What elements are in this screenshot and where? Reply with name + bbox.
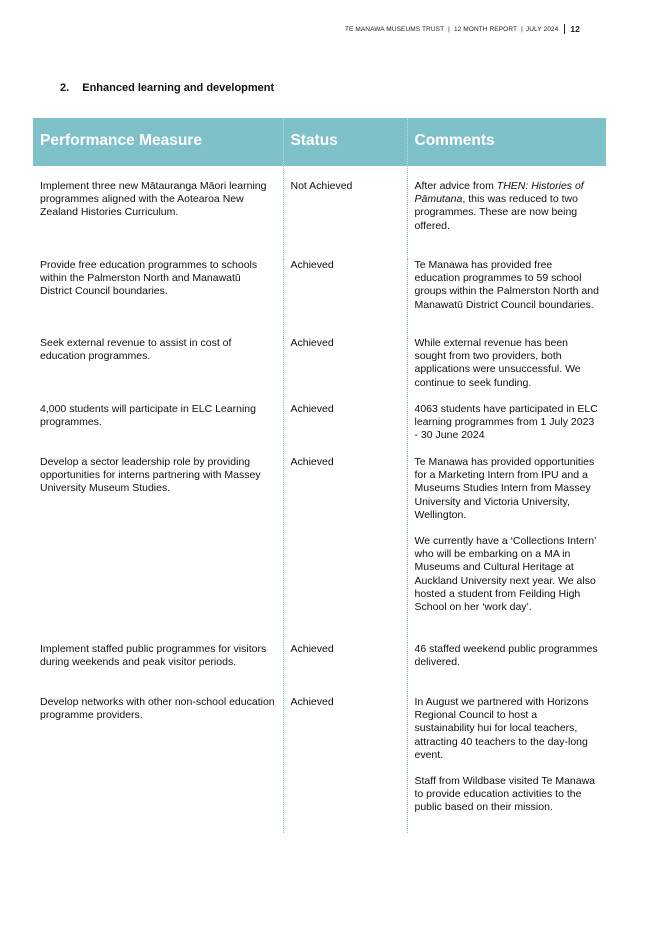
comments-cell — [407, 456, 606, 643]
comment-paragraph: 46 staffed weekend public programmes delivered. — [414, 643, 598, 669]
comment-paragraph: After advice from THEN: Histories of Pāmutana, this was reduced to two programmes. These are now being offered. — [414, 180, 584, 232]
status-cell: Achieved — [283, 337, 407, 403]
comments-cell — [407, 259, 606, 337]
performance-measure-cell: Implement staffed public programmes for visitors during weekends and peak visitor periods. — [40, 643, 267, 669]
table-header-row — [33, 118, 606, 166]
comment-paragraph: Staff from Wildbase visited Te Manawa to provide education activities to the public based on their mission. — [414, 775, 596, 814]
header-status: Status — [283, 118, 407, 166]
comments-cell — [407, 166, 606, 259]
table-row — [33, 696, 606, 833]
performance-table — [33, 118, 606, 833]
performance-measure-cell: Provide free education programmes to schools within the Palmerston North and Manawatū District Council boundaries. — [40, 259, 258, 298]
table-row — [33, 259, 606, 337]
table-row — [33, 456, 606, 643]
header-divider — [564, 24, 565, 34]
comment-paragraph: 4063 students have participated in ELC learning programmes from 1 July 2023 - 30 June 2024 — [414, 403, 598, 442]
comment-paragraph: We currently have a ‘Collections Intern’ who will be embarking on a MA in Museums and Cultural Heritage at Auckland University next year. We also hosted a student from Feilding High School on her ‘work day’. — [414, 535, 596, 614]
header-date: JULY 2024 — [525, 25, 559, 33]
table-row — [33, 166, 606, 259]
performance-measure-cell: Implement three new Mātauranga Māori learning programmes aligned with the Aotearoa New Zealand Histories Curriculum. — [40, 180, 267, 219]
header-performance-measure: Performance Measure — [33, 118, 283, 166]
status-cell: Achieved — [283, 696, 407, 833]
header-comments: Comments — [407, 118, 606, 166]
section-heading — [60, 82, 274, 94]
comments-cell — [407, 403, 606, 456]
comments-cell — [407, 643, 606, 696]
section-number: 2. — [60, 82, 70, 94]
emphasis-text: THEN: Histories of Pāmutana — [414, 180, 584, 206]
performance-measure-cell: Develop a sector leadership role by providing opportunities for interns partnering with Massey University Museum Studies. — [40, 456, 261, 495]
status-cell: Achieved — [283, 456, 407, 643]
performance-measure-cell: 4,000 students will participate in ELC Learning programmes. — [40, 403, 256, 429]
table-row — [33, 643, 606, 696]
status-cell: Achieved — [283, 259, 407, 337]
comment-paragraph: Te Manawa has provided opportunities for a Marketing Intern from IPU and a Museums Studies Intern from Massey University and Victoria University, Wellington. — [414, 456, 595, 521]
performance-measure-cell: Develop networks with other non-school education programme providers. — [40, 696, 275, 722]
comments-cell — [407, 696, 606, 833]
section-title: Enhanced learning and development — [82, 82, 275, 94]
header-org: TE MANAWA MUSEUMS TRUST — [344, 25, 445, 33]
status-cell: Not Achieved — [283, 166, 407, 259]
comment-paragraph: In August we partnered with Horizons Regional Council to host a sustainability hui for local teachers, attracting 40 teachers to the day-long event. — [414, 696, 589, 761]
table-row — [33, 403, 606, 456]
comment-paragraph: Te Manawa has provided free education programmes to 59 school groups within the Palmerston North and Manawatū District Council boundaries. — [414, 259, 599, 311]
page-header: TE MANAWA MUSEUMS TRUST | 12 MONTH REPORT | JULY 2024 12 — [344, 24, 580, 34]
table-row — [33, 337, 606, 403]
status-cell: Achieved — [283, 403, 407, 456]
status-cell: Achieved — [283, 643, 407, 696]
header-report: 12 MONTH REPORT — [453, 25, 518, 33]
page-number: 12 — [570, 24, 580, 34]
comments-cell — [407, 337, 606, 403]
performance-measure-cell: Seek external revenue to assist in cost of education programmes. — [40, 337, 232, 363]
comment-paragraph: While external revenue has been sought from two providers, both applications were unsuccessful. We continue to seek funding. — [414, 337, 581, 389]
